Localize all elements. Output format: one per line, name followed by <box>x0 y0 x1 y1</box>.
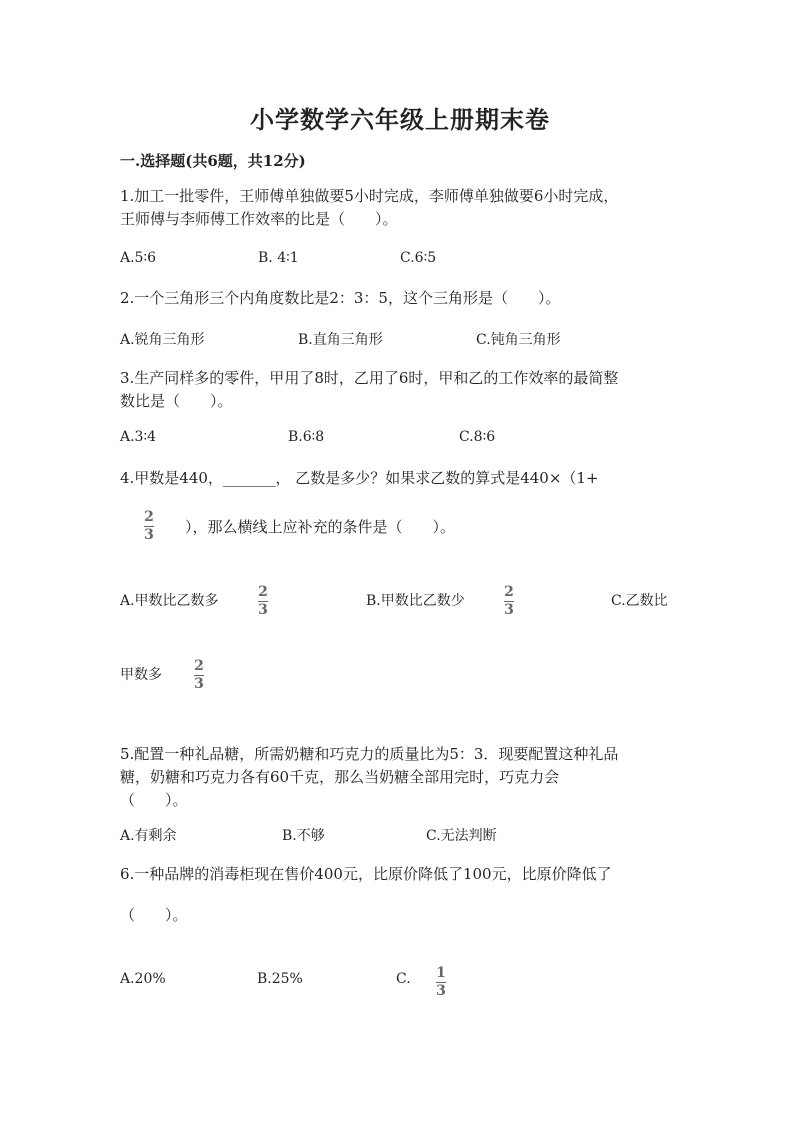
question-text: 糖，奶糖和巧克力各有60千克，那么当奶糖全部用完时，巧克力会 <box>120 768 560 786</box>
question-text: 5.配置一种礼品糖，所需奶糖和巧克力的质量比为5：3．现要配置这种礼品 <box>120 745 619 763</box>
fraction: 2 3 <box>144 509 154 543</box>
option-c: C. <box>396 971 411 987</box>
option-c: C.8∶6 <box>459 429 496 445</box>
option-b: B.直角三角形 <box>298 332 383 348</box>
fraction: 1 3 <box>436 965 446 999</box>
fraction: 2 3 <box>258 584 268 618</box>
question-1 <box>120 185 618 231</box>
option-b: B.25% <box>257 971 303 987</box>
option-a: A.甲数比乙数多 <box>120 593 219 609</box>
question-2 <box>120 287 560 310</box>
fraction: 2 3 <box>194 658 204 692</box>
option-a: A.5∶6 <box>120 250 157 266</box>
option-b: B. 4∶1 <box>258 250 299 266</box>
option-a: A.有剩余 <box>120 828 177 844</box>
question-text: （ ）。 <box>120 791 188 809</box>
question-6-line-1: 6.一种品牌的消毒柜现在售价400元，比原价降低了100元，比原价降低了 <box>120 865 612 883</box>
option-b: B.甲数比乙数少 <box>366 593 465 609</box>
question-text: 2.一个三角形三个内角度数比是2：3：5，这个三角形是（ ）。 <box>120 289 561 307</box>
question-4-line-1: 4.甲数是440，_______， 乙数是多少？如果求乙数的算式是440×（1+ <box>120 469 599 487</box>
option-a: A.锐角三角形 <box>120 332 205 348</box>
option-b: B.6∶8 <box>288 429 325 445</box>
page-title: 小学数学六年级上册期末卷 <box>250 105 550 134</box>
section-heading: 一.选择题(共6题，共12分) <box>120 152 306 170</box>
option-c: C.无法判断 <box>426 828 497 844</box>
question-text: 3.生产同样多的零件，甲用了8时，乙用了6时，甲和乙的工作效率的最简整 <box>120 369 619 387</box>
question-4-line-2: ），那么横线上应补充的条件是（ ）。 <box>185 518 456 536</box>
question-6-line-2: （ ）。 <box>120 906 188 924</box>
option-c: C.6∶5 <box>400 250 437 266</box>
fraction: 2 3 <box>504 584 514 618</box>
question-text: 1.加工一批零件，王师傅单独做要5小时完成，李师傅单独做要6小时完成， <box>120 187 619 205</box>
question-text: 王师傅与李师傅工作效率的比是（ ）。 <box>120 210 398 228</box>
question-text: 数比是（ ）。 <box>120 392 233 410</box>
question-3 <box>120 367 618 413</box>
option-c: C.钝角三角形 <box>476 332 561 348</box>
option-b: B.不够 <box>282 828 325 844</box>
option-a: A.3∶4 <box>120 429 157 445</box>
question-5 <box>120 743 618 812</box>
option-c: C.乙数比 <box>611 593 668 609</box>
option-a: A.20% <box>120 971 166 987</box>
option-c-continued: 甲数多 <box>120 667 162 683</box>
